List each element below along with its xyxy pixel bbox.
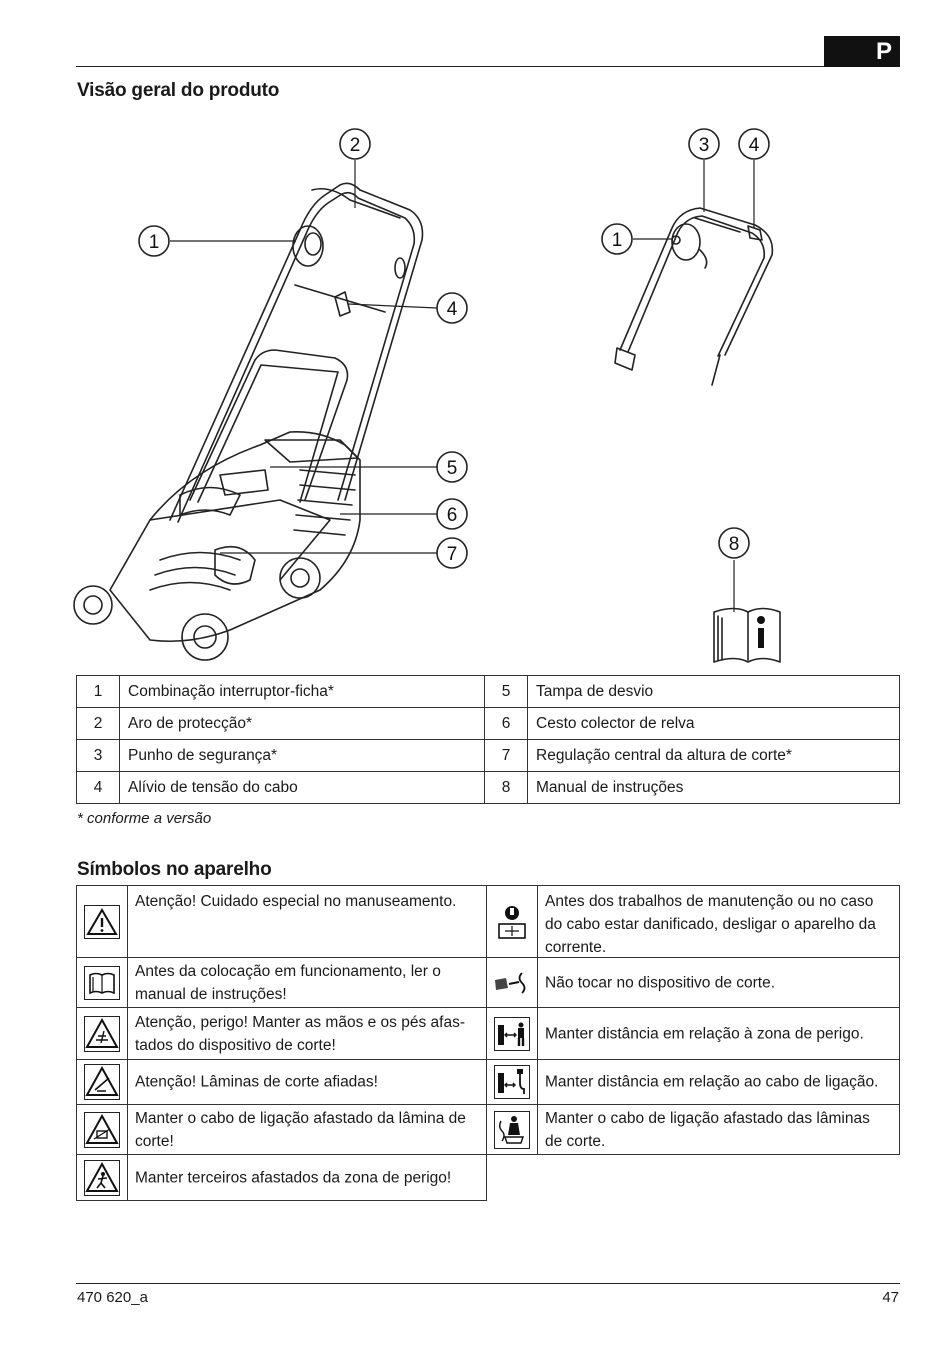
symbol-row: Manter distância em relação à zona de perigo.: [486, 1007, 900, 1060]
callout-3: 3: [698, 135, 710, 156]
parts-table: [76, 675, 900, 804]
page-number: 47: [882, 1289, 899, 1306]
keep-distance-danger-zone-icon: [494, 1017, 530, 1051]
symbol-row: Atenção! Cuidado especial no manuseamento.: [76, 885, 487, 958]
callout-1: 1: [148, 232, 160, 253]
symbol-row: Atenção, perigo! Manter as mãos e os pés afas-tados do dispositivo de corte!: [76, 1007, 487, 1060]
section-title-symbols: Símbolos no aparelho: [77, 859, 272, 880]
symbol-row: Manter terceiros afastados da zona de perigo!: [76, 1154, 487, 1201]
table-row: 3 Punho de segurança* 7 Regulação central da altura de corte*: [77, 740, 900, 772]
callout-4: 4: [446, 299, 458, 320]
do-not-touch-blade-icon: [492, 968, 532, 998]
mower-deck: [110, 432, 360, 641]
symbol-row: Atenção! Lâminas de corte afiadas!: [76, 1059, 487, 1105]
cable-away-blades-icon: [494, 1111, 530, 1149]
sharp-blades-icon: [84, 1064, 120, 1100]
cable-relief: [335, 292, 350, 316]
symbol-row: Manter o cabo de ligação afastado da lâmina de corte!: [76, 1104, 487, 1155]
wheel-rear-right: [280, 558, 320, 598]
section-title-overview: Visão geral do produto: [77, 80, 280, 101]
read-manual-icon: [84, 966, 120, 1000]
symbol-row: Antes dos trabalhos de manutenção ou no caso do cabo estar danificado, desligar o aparelho da corrente.: [486, 885, 900, 958]
document-code: 470 620_a: [77, 1289, 148, 1306]
language-tab: P: [824, 36, 900, 67]
symbol-row: Manter o cabo de ligação afastado das lâminas de corte.: [486, 1104, 900, 1155]
table-row: 4 Alívio de tensão do cabo 8 Manual de instruções: [77, 772, 900, 804]
table-row: 2 Aro de protecção* 6 Cesto colector de relva: [77, 708, 900, 740]
switch-box: [293, 226, 323, 266]
callout-7: 7: [446, 544, 458, 565]
symbol-row: Manter distância em relação ao cabo de ligação.: [486, 1059, 900, 1105]
hands-feet-warning-icon: [84, 1016, 120, 1052]
table-row: 1 Combinação interruptor-ficha* 5 Tampa de desvio: [77, 676, 900, 708]
warning-triangle-icon: [84, 905, 120, 939]
third-persons-warning-icon: [84, 1160, 120, 1196]
symbol-row: Não tocar no dispositivo de corte.: [486, 957, 900, 1008]
wheel-front-left: [74, 586, 112, 624]
callout-1-handle: 1: [611, 230, 623, 251]
callout-5: 5: [446, 458, 458, 479]
unplug-before-maintenance-icon: [495, 904, 529, 940]
manual-icon-8: [714, 609, 780, 663]
product-drawing: [0, 0, 950, 670]
callout-2: 2: [349, 135, 361, 156]
cable-blade-warning-icon: [84, 1112, 120, 1148]
callout-4-handle: 4: [748, 135, 760, 156]
footnote: * conforme a versão: [77, 810, 212, 827]
keep-distance-cable-icon: [494, 1065, 530, 1099]
callout-6: 6: [446, 505, 458, 526]
callout-8: 8: [728, 534, 740, 555]
footer-rule: [76, 1283, 900, 1284]
symbol-row: Antes da colocação em funcionamento, ler o manual de instruções!: [76, 957, 487, 1008]
